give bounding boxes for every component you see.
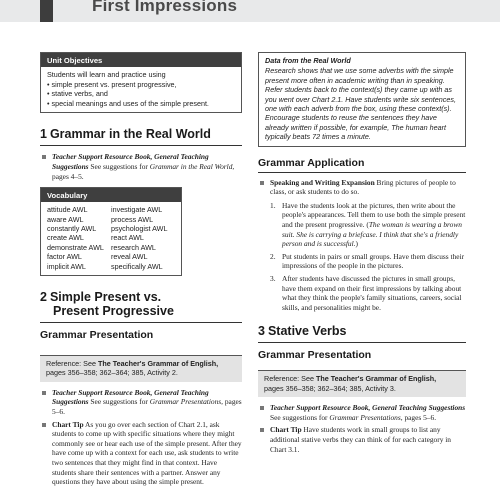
section-2-bullet-1 bbox=[40, 388, 242, 417]
section-3-heading bbox=[258, 324, 466, 338]
vocab-word: react AWL bbox=[111, 233, 144, 243]
vocab-word: demonstrate AWL bbox=[47, 242, 104, 252]
section-title: Grammar in the Real World bbox=[49, 127, 211, 142]
reference-title: The Teacher's Grammar of English, bbox=[97, 359, 219, 368]
step-number: 3. bbox=[270, 274, 276, 283]
bullet-text: See suggestions for bbox=[270, 412, 328, 422]
data-box-text: Research shows that we use some adverbs with the simple present more often in academic writing than in speaking. Refer students back to the context(s) they came up with as you went over Chart 2.1. Have students write six sentences, one with each adverb from the box, using these context(s). Encourage students to reuse the sentences they have already written if possible, for example, bbox=[265, 66, 456, 132]
vocabulary-list bbox=[41, 202, 181, 275]
section-title-line-1: Simple Present vs. bbox=[49, 290, 162, 304]
reference-label: Reference: See bbox=[264, 374, 314, 384]
data-from-real-world-box bbox=[258, 52, 466, 147]
section-3-bullet-1 bbox=[258, 403, 466, 422]
bullet-bold-text: Teacher Support Resource Book, General Teaching Suggestions bbox=[52, 387, 209, 407]
section-number: 1 bbox=[40, 127, 47, 142]
bullet-bold-text: Teacher Support Resource Book, General Teaching Suggestions bbox=[52, 152, 209, 171]
page-header bbox=[0, 0, 500, 22]
section-rule bbox=[40, 145, 242, 146]
reference-title: The Teacher's Grammar of English, bbox=[315, 374, 437, 384]
section-number: 3 bbox=[258, 324, 265, 339]
objective-item: • special meanings and uses of the simple present. bbox=[47, 99, 235, 109]
unit-objectives-heading: Unit Objectives bbox=[41, 53, 241, 67]
step-number: 2. bbox=[270, 251, 276, 261]
vocab-word: implicit AWL bbox=[47, 261, 86, 271]
section-3-bullet-2 bbox=[258, 425, 466, 454]
reference-label: Reference: See bbox=[46, 359, 96, 368]
bullet-end-text: pages 5–6. bbox=[404, 412, 437, 422]
application-steps bbox=[258, 201, 466, 313]
section-rule bbox=[40, 322, 242, 323]
page-title: First Impressions bbox=[92, 0, 238, 15]
grammar-presentation-heading: Grammar Presentation bbox=[40, 329, 154, 341]
vocab-word: reveal AWL bbox=[111, 252, 148, 262]
section-rule bbox=[258, 172, 466, 173]
data-box-title: Data from the Real World bbox=[265, 56, 351, 65]
square-bullet-icon bbox=[260, 181, 264, 185]
vocab-word: process AWL bbox=[111, 214, 154, 224]
reference-box bbox=[40, 355, 242, 382]
vocab-word: factor AWL bbox=[47, 252, 82, 262]
chart-tip-text: Have students work in small groups to list any additional stative verbs they can think of for each category in Chart 3.1. bbox=[270, 425, 452, 454]
vocabulary-box bbox=[40, 187, 182, 276]
bullet-end-text: pages 5–6. bbox=[52, 397, 242, 416]
chart-tip-label: Chart Tip bbox=[270, 425, 302, 435]
objective-item: • simple present vs. present progressive, bbox=[47, 80, 235, 90]
grammar-presentation-heading: Grammar Presentation bbox=[258, 349, 372, 362]
step-text: Put students in pairs or small groups. Have them discuss their impressions of the people in the pictures. bbox=[282, 251, 465, 271]
vocab-col-2 bbox=[111, 205, 175, 271]
section-title: Stative Verbs bbox=[267, 324, 347, 339]
reference-box bbox=[258, 370, 466, 397]
step-end: ) bbox=[355, 239, 358, 249]
square-bullet-icon bbox=[260, 428, 264, 432]
bullet-end-text: pages 4–5. bbox=[52, 171, 84, 181]
numbered-step bbox=[268, 201, 466, 249]
square-bullet-icon bbox=[260, 406, 264, 410]
left-column bbox=[40, 52, 242, 487]
section-1-bullet bbox=[40, 152, 242, 181]
step-text: Have the students look at the pictures, then write about the people's appearances. Tell them to use both the simple present and the present progressive. ( bbox=[282, 200, 466, 230]
vocab-word: research AWL bbox=[111, 242, 156, 252]
section-title-line-2: Present Progressive bbox=[53, 304, 174, 318]
vocab-word: specifically AWL bbox=[111, 261, 163, 271]
application-bullet bbox=[258, 178, 466, 197]
vocab-word: constantly AWL bbox=[47, 223, 97, 233]
objective-item: • stative verbs, and bbox=[47, 89, 235, 99]
objectives-intro: Students will learn and practice using bbox=[47, 70, 166, 79]
step-number: 1. bbox=[270, 200, 276, 210]
grammar-application-heading: Grammar Application bbox=[258, 156, 365, 169]
section-2-bullet-2 bbox=[40, 420, 242, 487]
vocabulary-heading: Vocabulary bbox=[41, 188, 181, 202]
square-bullet-icon bbox=[42, 423, 46, 427]
bullet-text: See suggestions for bbox=[90, 397, 148, 407]
square-bullet-icon bbox=[42, 155, 46, 159]
section-1-heading bbox=[40, 127, 242, 141]
section-2-heading bbox=[40, 290, 242, 318]
bullet-text: See suggestions for bbox=[90, 161, 148, 171]
bullet-text: Bring pictures of people to class, or ask students to do so. bbox=[270, 177, 456, 197]
vocab-word: investigate AWL bbox=[111, 205, 163, 215]
step-text: After students have discussed the pictures in small groups, have them expand on their first impressions by talking about what they think the people's family situations, careers, social skills, and personalities might be. bbox=[282, 274, 462, 312]
reference-pages: pages 356–358; 362–364; 385, Activity 2. bbox=[46, 368, 178, 378]
bullet-italic-text: Grammar Presentations, bbox=[149, 397, 223, 407]
vocab-word: aware AWL bbox=[47, 214, 84, 224]
data-box-example: The human heart typically beats 72 times a minute. bbox=[265, 122, 446, 142]
chart-tip-text: As you go over each section of Chart 2.1, ask students to come up with specific situations where they might commonly see or hear each use of the simple present. After they have come up with a context for each use, ask students to write two sentences that they might find in that context. Have students share their sentences with a partner. Answer any questions they have about using the simple present. bbox=[52, 419, 242, 487]
vocab-col-1 bbox=[47, 205, 111, 271]
header-tab bbox=[40, 0, 53, 22]
section-rule bbox=[258, 342, 466, 343]
section-number: 2 bbox=[40, 290, 47, 304]
numbered-step bbox=[268, 252, 466, 271]
unit-objectives-box bbox=[40, 52, 242, 113]
unit-objectives-body bbox=[41, 67, 241, 112]
vocab-word: create AWL bbox=[47, 233, 84, 243]
square-bullet-icon bbox=[42, 391, 46, 395]
header-bar bbox=[0, 0, 500, 22]
bullet-bold-text: Teacher Support Resource Book, General Teaching Suggestions bbox=[270, 403, 466, 413]
vocab-word: attitude AWL bbox=[47, 205, 88, 215]
numbered-step bbox=[268, 274, 466, 312]
bullet-bold-text: Speaking and Writing Expansion bbox=[270, 177, 375, 187]
reference-pages: pages 356–358; 362–364; 385, Activity 3. bbox=[264, 383, 396, 393]
chart-tip-label: Chart Tip bbox=[52, 419, 84, 429]
right-column bbox=[258, 52, 466, 454]
bullet-italic-text: Grammar in the Real World, bbox=[149, 161, 235, 171]
step-example: The woman is wearing a brown suit. She is carrying a briefcase. I think that she's a friendly person and is successful. bbox=[282, 220, 462, 249]
bullet-italic-text: Grammar Presentations, bbox=[329, 412, 403, 422]
vocab-word: psychologist AWL bbox=[111, 223, 168, 233]
